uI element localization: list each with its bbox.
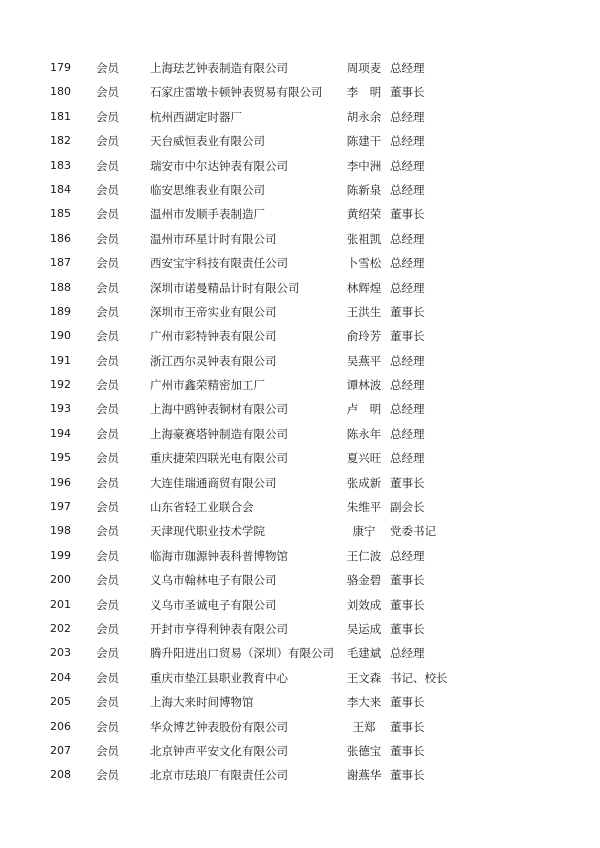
contact-name: 毛建斌 <box>346 646 382 661</box>
list-item <box>0 641 600 665</box>
list-item <box>0 129 600 153</box>
contact-name: 夏兴旺 <box>346 451 382 466</box>
row-number: 207 <box>50 743 71 757</box>
organization-name: 北京市珐琅厂有限责任公司 <box>150 768 288 783</box>
member-type: 会员 <box>96 548 119 563</box>
list-item <box>0 349 600 373</box>
contact-title: 总经理 <box>390 378 425 393</box>
contact-title: 总经理 <box>390 646 425 661</box>
organization-name: 瑞安市中尔达钟表有限公司 <box>150 158 288 173</box>
list-item <box>0 178 600 202</box>
list-item <box>0 666 600 690</box>
contact-title: 总经理 <box>390 256 425 271</box>
row-number: 192 <box>50 378 71 392</box>
list-item <box>0 519 600 543</box>
contact-title: 副会长 <box>390 500 425 515</box>
row-number: 179 <box>50 61 71 74</box>
member-type: 会员 <box>96 304 119 319</box>
member-type: 会员 <box>96 451 119 466</box>
row-number: 188 <box>50 280 71 294</box>
organization-name: 华众博艺钟表股份有限公司 <box>150 719 288 734</box>
list-item <box>0 154 600 178</box>
row-number: 184 <box>50 182 71 196</box>
organization-name: 大连佳瑞通商贸有限公司 <box>150 475 277 490</box>
contact-name: 李大来 <box>346 695 382 710</box>
organization-name: 温州市环星计时有限公司 <box>150 231 277 246</box>
list-item <box>0 251 600 275</box>
member-type: 会员 <box>96 597 119 612</box>
contact-name: 卜雪松 <box>346 256 382 271</box>
contact-title: 总经理 <box>390 353 425 368</box>
list-item <box>0 227 600 251</box>
contact-title: 总经理 <box>390 231 425 246</box>
row-number: 198 <box>50 524 71 538</box>
list-item <box>0 300 600 324</box>
organization-name: 西安宝宇科技有限责任公司 <box>150 256 288 271</box>
member-type: 会员 <box>96 256 119 271</box>
member-type: 会员 <box>96 475 119 490</box>
list-item <box>0 763 600 787</box>
member-type: 会员 <box>96 743 119 758</box>
organization-name: 北京钟声平安文化有限公司 <box>150 743 288 758</box>
row-number: 191 <box>50 353 71 367</box>
list-item <box>0 56 600 80</box>
member-type: 会员 <box>96 524 119 539</box>
list-item <box>0 739 600 763</box>
contact-name: 刘效成 <box>346 597 382 612</box>
contact-name: 骆金碧 <box>346 573 382 588</box>
contact-title: 总经理 <box>390 426 425 441</box>
member-type: 会员 <box>96 646 119 661</box>
organization-name: 广州市彩特钟表有限公司 <box>150 329 277 344</box>
row-number: 202 <box>50 621 71 635</box>
row-number: 200 <box>50 573 71 587</box>
contact-name: 张成新 <box>346 475 382 490</box>
contact-name: 朱维平 <box>346 500 382 515</box>
contact-title: 董事长 <box>390 475 425 490</box>
member-type: 会员 <box>96 621 119 636</box>
row-number: 182 <box>50 134 71 148</box>
row-number: 187 <box>50 256 71 270</box>
contact-name: 陈永年 <box>346 426 382 441</box>
member-type: 会员 <box>96 85 119 100</box>
contact-title: 董事长 <box>390 85 425 100</box>
member-type: 会员 <box>96 426 119 441</box>
list-item <box>0 617 600 641</box>
organization-name: 天津现代职业技术学院 <box>150 524 265 539</box>
contact-name: 卢 明 <box>346 402 382 417</box>
contact-name: 张德宝 <box>346 743 382 758</box>
organization-name: 石家庄雷墩卡顿钟表贸易有限公司 <box>150 85 323 100</box>
member-type: 会员 <box>96 61 119 75</box>
row-number: 194 <box>50 426 71 440</box>
list-item <box>0 471 600 495</box>
member-type: 会员 <box>96 719 119 734</box>
organization-name: 腾升阳进出口贸易（深圳）有限公司 <box>150 646 334 661</box>
contact-title: 总经理 <box>390 451 425 466</box>
member-type: 会员 <box>96 280 119 295</box>
organization-name: 上海中鸥钟表铜材有限公司 <box>150 402 288 417</box>
organization-name: 深圳市王帝实业有限公司 <box>150 304 277 319</box>
organization-name: 开封市亨得利钟表有限公司 <box>150 621 288 636</box>
contact-name: 俞玲芳 <box>346 329 382 344</box>
member-type: 会员 <box>96 353 119 368</box>
organization-name: 上海豪赛塔钟制造有限公司 <box>150 426 288 441</box>
row-number: 204 <box>50 670 71 684</box>
contact-title: 书记、校长 <box>390 670 448 685</box>
organization-name: 义乌市圣诚电子有限公司 <box>150 597 277 612</box>
contact-title: 董事长 <box>390 743 425 758</box>
contact-name: 胡永余 <box>346 109 382 124</box>
member-type: 会员 <box>96 109 119 124</box>
contact-title: 董事长 <box>390 719 425 734</box>
contact-name: 王仁波 <box>346 548 382 563</box>
member-type: 会员 <box>96 329 119 344</box>
member-type: 会员 <box>96 695 119 710</box>
contact-name: 康宁 <box>352 524 376 539</box>
contact-title: 董事长 <box>390 695 425 710</box>
row-number: 201 <box>50 597 71 611</box>
member-type: 会员 <box>96 158 119 173</box>
member-type: 会员 <box>96 134 119 149</box>
contact-name: 吴燕平 <box>346 353 382 368</box>
organization-name: 深圳市诺曼精品计时有限公司 <box>150 280 300 295</box>
organization-name: 广州市鑫荣精密加工厂 <box>150 378 265 393</box>
row-number: 183 <box>50 158 71 172</box>
organization-name: 重庆捷荣四联光电有限公司 <box>150 451 288 466</box>
member-type: 会员 <box>96 207 119 222</box>
list-item <box>0 495 600 519</box>
contact-name: 李中洲 <box>346 158 382 173</box>
list-item <box>0 446 600 470</box>
list-item <box>0 544 600 568</box>
contact-name: 陈新泉 <box>346 182 382 197</box>
organization-name: 天台威恒表业有限公司 <box>150 134 265 149</box>
contact-title: 董事长 <box>390 597 425 612</box>
row-number: 190 <box>50 329 71 343</box>
contact-title: 董事长 <box>390 573 425 588</box>
organization-name: 温州市发顺手表制造厂 <box>150 207 265 222</box>
contact-title: 董事长 <box>390 304 425 319</box>
contact-title: 总经理 <box>390 548 425 563</box>
list-item <box>0 568 600 592</box>
contact-title: 总经理 <box>390 280 425 295</box>
row-number: 206 <box>50 719 71 733</box>
organization-name: 浙江西尔灵钟表有限公司 <box>150 353 277 368</box>
member-type: 会员 <box>96 670 119 685</box>
member-type: 会员 <box>96 378 119 393</box>
member-type: 会员 <box>96 182 119 197</box>
row-number: 189 <box>50 304 71 318</box>
member-type: 会员 <box>96 768 119 783</box>
member-type: 会员 <box>96 500 119 515</box>
organization-name: 临海市珈源钟表科普博物馆 <box>150 548 288 563</box>
contact-name: 林辉煌 <box>346 280 382 295</box>
member-type: 会员 <box>96 402 119 417</box>
contact-name: 王郑 <box>352 719 376 734</box>
list-item <box>0 593 600 617</box>
member-type: 会员 <box>96 231 119 246</box>
row-number: 203 <box>50 646 71 660</box>
list-item <box>0 373 600 397</box>
row-number: 205 <box>50 695 71 709</box>
organization-name: 上海珐艺钟表制造有限公司 <box>150 61 288 75</box>
list-item <box>0 105 600 129</box>
organization-name: 杭州西湖定时器厂 <box>150 109 242 124</box>
row-number: 193 <box>50 402 71 416</box>
contact-name: 陈建干 <box>346 134 382 149</box>
contact-title: 董事长 <box>390 207 425 222</box>
list-item <box>0 690 600 714</box>
contact-title: 总经理 <box>390 109 425 124</box>
row-number: 199 <box>50 548 71 562</box>
organization-name: 山东省轻工业联合会 <box>150 500 254 515</box>
contact-title: 总经理 <box>390 158 425 173</box>
contact-name: 谢燕华 <box>346 768 382 783</box>
row-number: 180 <box>50 85 71 99</box>
list-item <box>0 276 600 300</box>
list-item <box>0 202 600 226</box>
row-number: 185 <box>50 207 71 221</box>
contact-name: 王洪生 <box>346 304 382 319</box>
list-item <box>0 715 600 739</box>
contact-title: 党委书记 <box>390 524 436 539</box>
row-number: 195 <box>50 451 71 465</box>
contact-name: 吴运成 <box>346 621 382 636</box>
organization-name: 上海大来时间博物馆 <box>150 695 254 710</box>
contact-name: 王文森 <box>346 670 382 685</box>
contact-title: 董事长 <box>390 329 425 344</box>
contact-name: 李 明 <box>346 85 382 100</box>
row-number: 186 <box>50 231 71 245</box>
contact-name: 周项麦 <box>346 61 382 75</box>
contact-title: 总经理 <box>390 402 425 417</box>
row-number: 181 <box>50 109 71 123</box>
list-item <box>0 324 600 348</box>
organization-name: 临安思维表业有限公司 <box>150 182 265 197</box>
contact-name: 张祖凯 <box>346 231 382 246</box>
row-number: 197 <box>50 500 71 514</box>
row-number: 208 <box>50 768 71 782</box>
list-item <box>0 397 600 421</box>
member-list <box>0 56 600 788</box>
contact-title: 董事长 <box>390 768 425 783</box>
contact-title: 总经理 <box>390 182 425 197</box>
member-type: 会员 <box>96 573 119 588</box>
organization-name: 重庆市垫江县职业教育中心 <box>150 670 288 685</box>
list-item <box>0 80 600 104</box>
row-number: 196 <box>50 475 71 489</box>
contact-title: 总经理 <box>390 134 425 149</box>
contact-title: 总经理 <box>390 61 425 75</box>
organization-name: 义乌市翰林电子有限公司 <box>150 573 277 588</box>
contact-name: 谭林波 <box>346 378 382 393</box>
contact-name: 黄绍荣 <box>346 207 382 222</box>
list-item <box>0 422 600 446</box>
contact-title: 董事长 <box>390 621 425 636</box>
